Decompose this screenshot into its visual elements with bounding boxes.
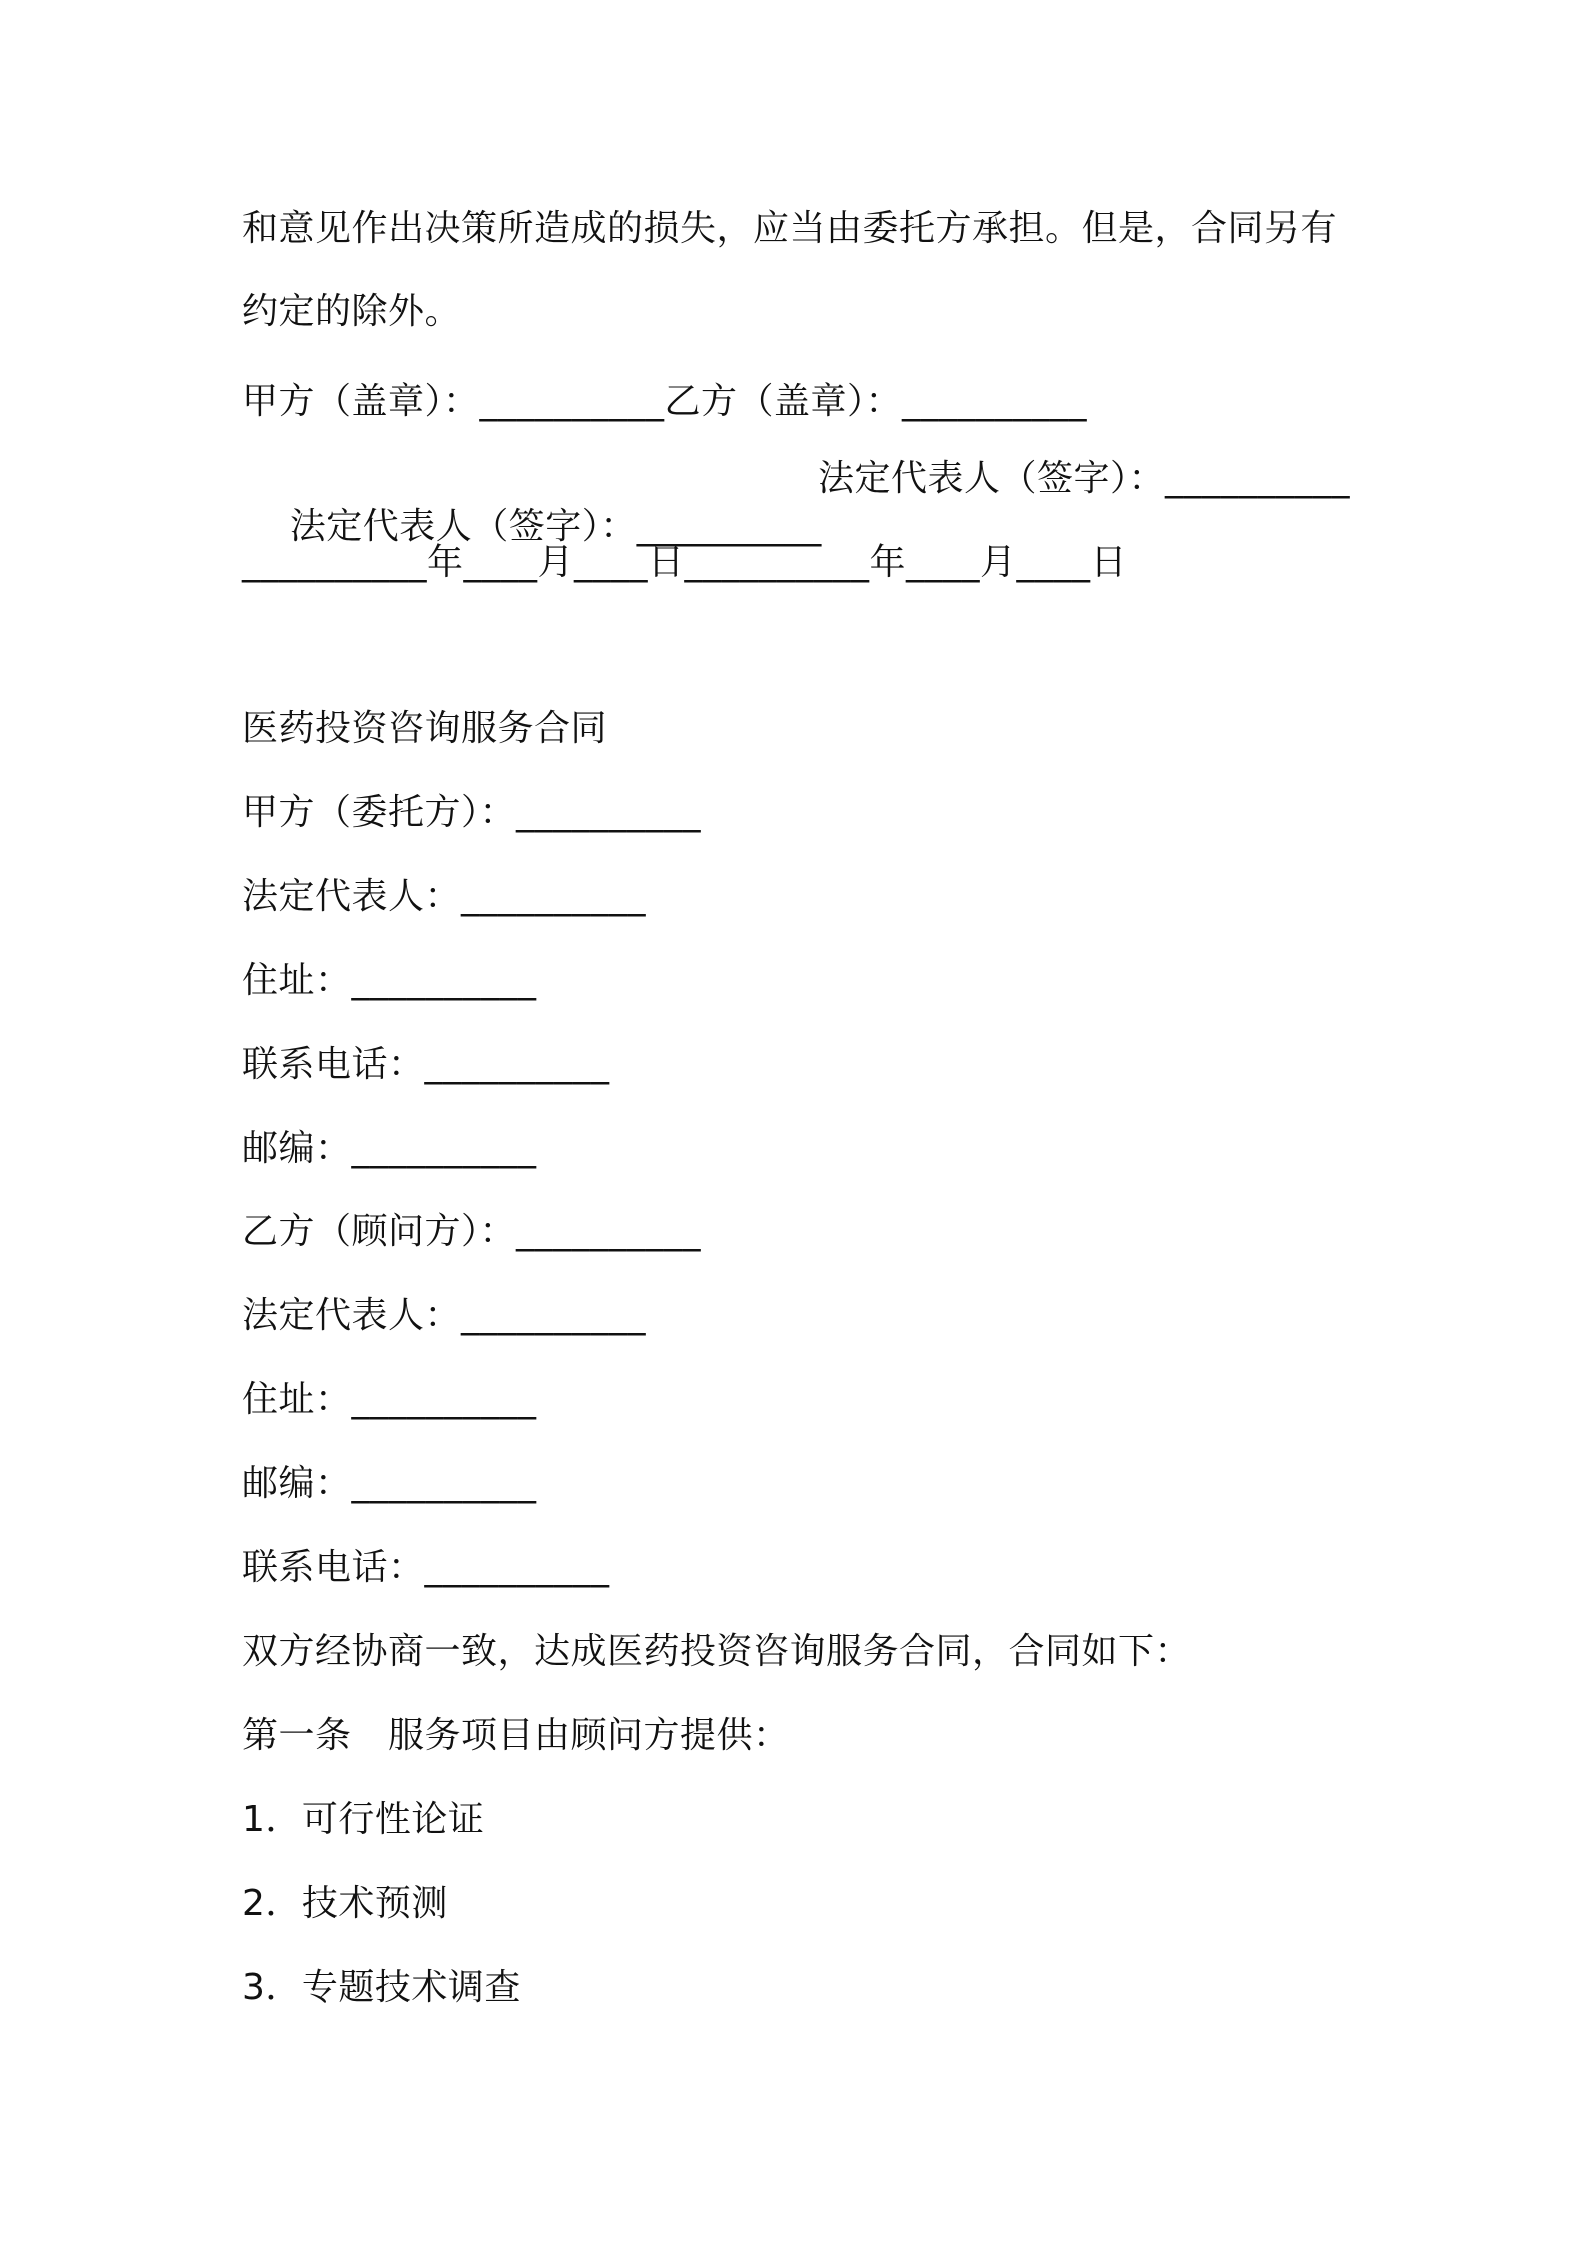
party-b-name: 乙方（顾问方）：__________ <box>242 1211 702 1252</box>
party-b-representative-signature: 法定代表人（签字）：__________ <box>818 458 1351 499</box>
party-a-representative: 法定代表人：__________ <box>242 876 647 917</box>
previous-clause-line-2: 约定的除外。 <box>242 291 462 332</box>
service-item: 2．技术预测 <box>242 1883 448 1924</box>
previous-clause-line-1: 和意见作出决策所造成的损失，应当由委托方承担。但是，合同另有 <box>242 208 1338 249</box>
signature-date-line: __________年____月____日__________年____月____日 <box>242 542 1127 583</box>
party-a-postcode: 邮编：__________ <box>242 1128 537 1169</box>
party-a-phone: 联系电话：__________ <box>242 1044 610 1085</box>
service-item: 1．可行性论证 <box>242 1799 485 1840</box>
seal-signature-line: 甲方（盖章）：__________乙方（盖章）：__________ <box>242 381 1088 422</box>
party-b-representative: 法定代表人：__________ <box>242 1295 647 1336</box>
party-a-representative-signature: 法定代表人（签字）：__________ <box>289 506 822 547</box>
party-a-name: 甲方（委托方）：__________ <box>242 792 702 833</box>
service-item: 3．专题技术调查 <box>242 1967 521 2008</box>
party-b-phone: 联系电话：__________ <box>242 1547 610 1588</box>
agreement-statement: 双方经协商一致，达成医药投资咨询服务合同，合同如下： <box>242 1631 1192 1672</box>
party-b-postcode: 邮编：__________ <box>242 1463 537 1504</box>
party-b-address: 住址：__________ <box>242 1379 537 1420</box>
contract-title: 医药投资咨询服务合同 <box>242 708 608 749</box>
party-a-address: 住址：__________ <box>242 960 537 1001</box>
article-one-heading: 第一条 服务项目由顾问方提供： <box>242 1715 790 1756</box>
